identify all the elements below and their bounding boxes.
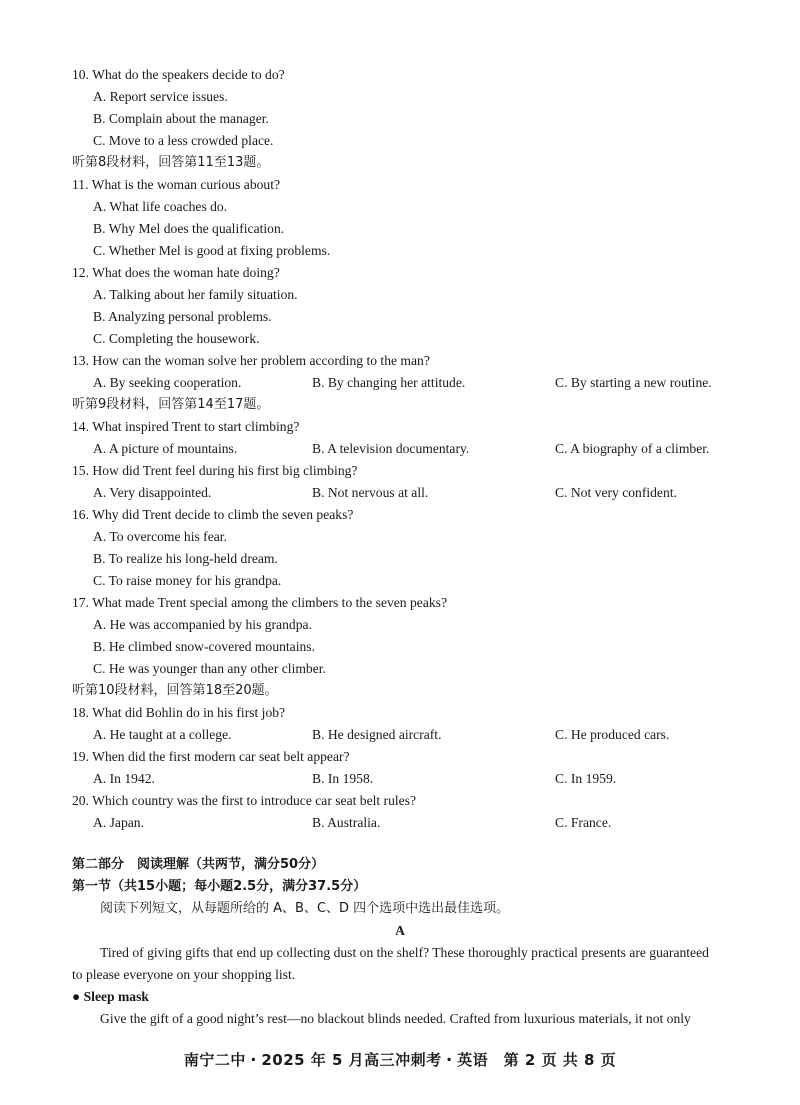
option-20a: A. Japan. <box>93 815 144 830</box>
question-19: 19. When did the first modern car seat belt appear? <box>72 749 350 764</box>
option-20c: C. France. <box>555 815 612 830</box>
option-15a: A. Very disappointed. <box>93 485 212 500</box>
option-15c: C. Not very confident. <box>555 485 677 500</box>
passage-intro-line-1: Tired of giving gifts that end up collecting dust on the shelf? These thoroughly practical presents are guaranteed <box>100 945 709 960</box>
item-text-sleep-mask: Give the gift of a good night’s rest—no blackout blinds needed. Crafted from luxurious materials, it not only <box>100 1011 691 1026</box>
passage-label: A <box>395 923 405 938</box>
option-17c: C. He was younger than any other climber. <box>93 661 326 676</box>
page-footer: 南宁二中・2025 年 5 月高三冲刺考・英语 第 2 页 共 8 页 <box>183 1051 617 1069</box>
option-13a: A. By seeking cooperation. <box>93 375 242 390</box>
question-20: 20. Which country was the first to introduce car seat belt rules? <box>72 793 417 808</box>
option-17a: A. He was accompanied by his grandpa. <box>93 617 312 632</box>
section-one-title: 第一节（共15小题；每小题2.5分，满分37.5分） <box>72 879 367 894</box>
option-12c: C. Completing the housework. <box>93 331 260 346</box>
option-18a: A. He taught at a college. <box>93 727 232 742</box>
option-16b: B. To realize his long-held dream. <box>93 551 278 566</box>
question-10: 10. What do the speakers decide to do? <box>72 67 285 82</box>
part-two-title: 第二部分 阅读理解（共两节，满分50分） <box>72 857 325 872</box>
option-10a: A. Report service issues. <box>93 89 228 104</box>
option-12b: B. Analyzing personal problems. <box>93 309 272 324</box>
option-19c: C. In 1959. <box>555 771 617 786</box>
option-13b: B. By changing her attitude. <box>312 375 466 390</box>
option-13c: C. By starting a new routine. <box>555 375 712 390</box>
option-10c: C. Move to a less crowded place. <box>93 133 274 148</box>
passage-intro-line-2: to please everyone on your shopping list. <box>72 967 296 982</box>
option-14c: C. A biography of a climber. <box>555 441 710 456</box>
item-heading-sleep-mask: ● Sleep mask <box>72 989 149 1004</box>
question-14: 14. What inspired Trent to start climbing? <box>72 419 300 434</box>
option-14b: B. A television documentary. <box>312 441 470 456</box>
option-16c: C. To raise money for his grandpa. <box>93 573 282 588</box>
segment-9-instruction: 听第9段材料，回答第14至17题。 <box>72 397 270 412</box>
option-14a: A. A picture of mountains. <box>93 441 238 456</box>
option-19b: B. In 1958. <box>312 771 374 786</box>
question-15: 15. How did Trent feel during his first big climbing? <box>72 463 358 478</box>
question-16: 16. Why did Trent decide to climb the seven peaks? <box>72 507 354 522</box>
option-11a: A. What life coaches do. <box>93 199 228 214</box>
option-11c: C. Whether Mel is good at fixing problems. <box>93 243 331 258</box>
segment-10-instruction: 听第10段材料，回答第18至20题。 <box>72 683 278 698</box>
option-12a: A. Talking about her family situation. <box>93 287 298 302</box>
option-10b: B. Complain about the manager. <box>93 111 269 126</box>
question-12: 12. What does the woman hate doing? <box>72 265 280 280</box>
option-17b: B. He climbed snow-covered mountains. <box>93 639 315 654</box>
option-18c: C. He produced cars. <box>555 727 670 742</box>
question-11: 11. What is the woman curious about? <box>72 177 281 192</box>
option-15b: B. Not nervous at all. <box>312 485 429 500</box>
option-18b: B. He designed aircraft. <box>312 727 442 742</box>
question-13: 13. How can the woman solve her problem according to the man? <box>72 353 430 368</box>
option-11b: B. Why Mel does the qualification. <box>93 221 285 236</box>
reading-instruction: 阅读下列短文，从每题所给的 A、B、C、D 四个选项中选出最佳选项。 <box>100 901 510 916</box>
option-20b: B. Australia. <box>312 815 381 830</box>
option-16a: A. To overcome his fear. <box>93 529 227 544</box>
question-18: 18. What did Bohlin do in his first job? <box>72 705 286 720</box>
segment-8-instruction: 听第8段材料，回答第11至13题。 <box>72 155 270 170</box>
option-19a: A. In 1942. <box>93 771 155 786</box>
question-17: 17. What made Trent special among the climbers to the seven peaks? <box>72 595 447 610</box>
